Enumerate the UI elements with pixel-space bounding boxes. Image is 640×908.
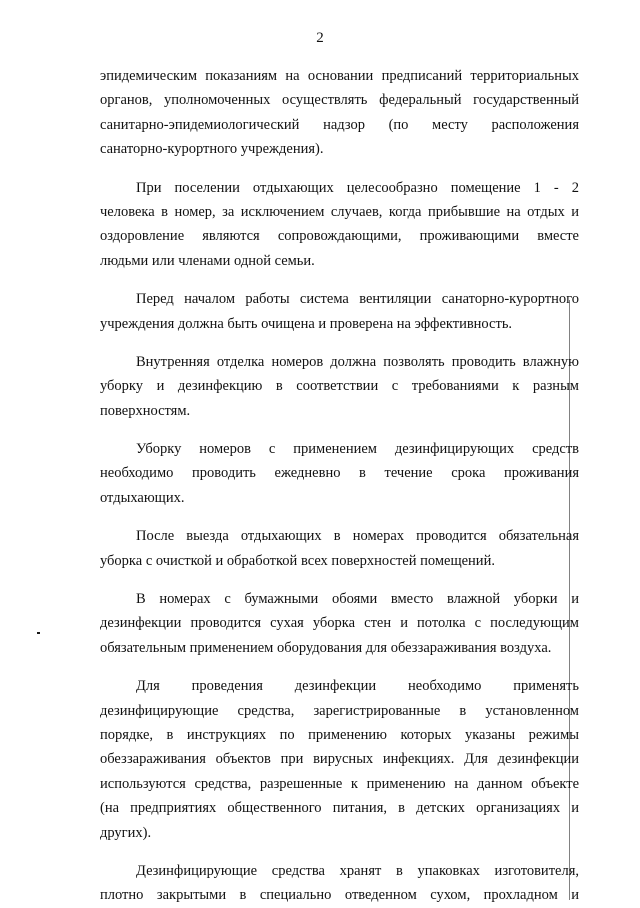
text-line: уборка с очисткой и обработкой всех поверхностей помещений. [100,552,495,569]
paragraph [100,587,579,660]
text-line: поверхностям. [100,402,191,419]
text-line: В номерах с бумажными обоями вместо влажной уборки и [136,591,579,608]
text-line: дезинфекции проводится сухая уборка стен и потолка с последующим [100,615,579,632]
paragraph [100,524,579,573]
text-line: Внутренняя отделка номеров должна позволять проводить влажную [136,353,579,370]
paragraph [100,350,579,423]
text-line: плотно закрытыми в специально отведенном сухом, прохладном и [100,887,579,904]
text-line: обязательным применением оборудования для обеззараживания воздуха. [100,639,552,656]
paragraph [100,859,579,908]
text-line: порядке, в инструкциях по применению которых указаны режимы [100,726,579,743]
text-line: санитарно-эпидемиологический надзор (по месту расположения [100,116,579,133]
text-line: обеззараживания объектов при вирусных инфекциях. Для дезинфекции [100,751,579,768]
text-line: уборку и дезинфекцию в соответствии с требованиями к разным [100,378,579,395]
text-line: Дезинфицирующие средства хранят в упаковках изготовителя, [136,862,579,879]
text-line: (на предприятиях общественного питания, в детских организациях и [100,800,579,817]
text-line: При поселении отдыхающих целесообразно помещение 1 - 2 [136,179,579,196]
text-line: Для проведения дезинфекции необходимо применять [136,678,579,695]
text-line: После выезда отдыхающих в номерах проводится обязательная [136,528,579,545]
text-line: оздоровление являются сопровождающими, проживающими вместе [100,228,579,245]
document-body [100,64,579,908]
page-number: 2 [316,30,324,46]
text-line: Уборку номеров с применением дезинфицирующих средств [136,441,579,458]
paragraph [100,674,579,845]
text-line: санаторно-курортного учреждения). [100,141,324,158]
paragraph [100,287,579,336]
text-line: используются средства, разрешенные к применению на данном объекте [100,775,579,792]
text-line: органов, уполномоченных осуществлять федеральный государственный [100,92,579,109]
text-line: эпидемическим показаниям на основании предписаний территориальных [100,68,579,84]
text-line: людьми или членами одной семьи. [100,252,315,269]
text-line: человека в номер, за исключением случаев, когда прибывшие на отдых и [100,203,579,220]
scan-dot [37,632,40,634]
paragraph [100,437,579,510]
text-line: необходимо проводить ежедневно в течение срока проживания [100,465,579,482]
text-line: отдыхающих. [100,489,185,506]
text-line: Перед началом работы система вентиляции санаторно-курортного [136,291,579,308]
text-line: других). [100,824,152,841]
paragraph [100,64,579,162]
text-line: учреждения должна быть очищена и проверена на эффективность. [100,315,513,332]
text-line: дезинфицирующие средства, зарегистрированные в установленном [100,702,579,719]
paragraph [100,176,579,274]
